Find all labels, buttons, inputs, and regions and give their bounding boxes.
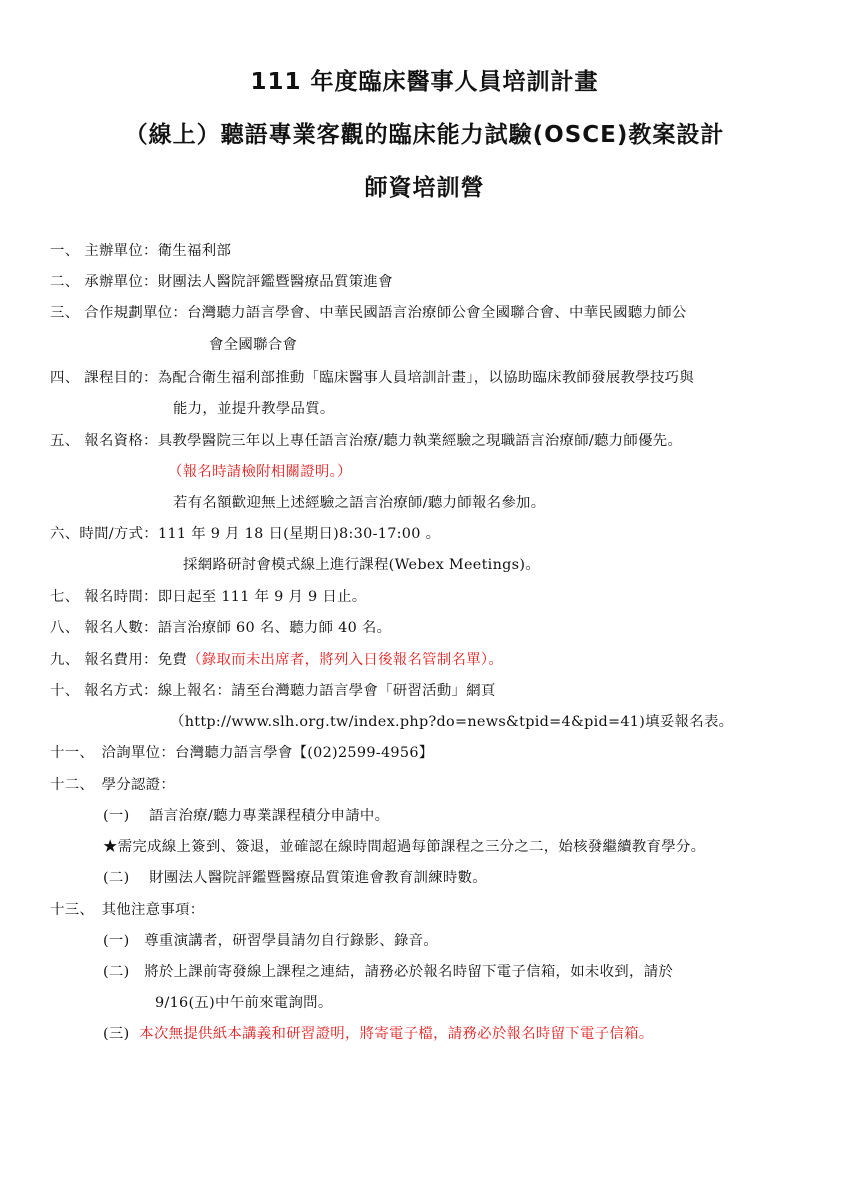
item-notes-3-label: (三): [103, 1026, 130, 1042]
item-fee: [50, 650, 503, 670]
item-time: 六、時間/方式：111 年 9 月 18 日(星期日)8:30-17:00 。: [50, 526, 441, 542]
item-time-mode: 採網路研討會模式線上進行課程(Webex Meetings)。: [183, 557, 540, 573]
item-credits-1: (一) 語言治療/聽力專業課程積分申請中。: [103, 808, 390, 824]
item-purpose-cont: 能力，並提升教學品質。: [173, 401, 335, 417]
item-eligibility-welcome: 若有名額歡迎無上述經驗之語言治療師/聽力師報名參加。: [173, 495, 546, 511]
item-credits-2: (二) 財團法人醫院評鑑暨醫療品質策進會教育訓練時數。: [103, 870, 487, 886]
item-notes: 十三、 其他注意事項：: [50, 902, 205, 918]
item-notes-1: (一) 尊重演講者，研習學員請勿自行錄影、錄音。: [103, 933, 439, 949]
item-credits: 十二、 學分認證：: [50, 777, 176, 793]
item-credits-note: ★需完成線上簽到、簽退，並確認在線時間超過每節課程之三分之二，始核發繼續教育學分。: [103, 839, 706, 855]
item-executor: 二、 承辦單位：財團法人醫院評鑑暨醫療品質策進會: [50, 274, 393, 290]
item-registration-period: 七、 報名時間：即日起至 111 年 9 月 9 日止。: [50, 589, 367, 605]
title-line-3: 師資培訓營: [364, 175, 485, 201]
title-line-2: （線上）聽語專業客觀的臨床能力試驗(OSCE)教案設計: [124, 122, 725, 148]
item-organizer: 一、 主辦單位：衛生福利部: [50, 243, 232, 259]
item-partners: 三、 合作規劃單位：台灣聽力語言學會、中華民國語言治療師公會全國聯合會、中華民國聽力師公: [50, 305, 687, 321]
item-partners-cont: 會全國聯合會: [209, 337, 298, 353]
item-purpose: 四、 課程目的：為配合衛生福利部推動「臨床醫事人員培訓計畫」，以協助臨床教師發展教學技巧與: [50, 370, 695, 386]
item-notes-3-warning: 本次無提供紙本講義和研習證明，將寄電子檔，請務必於報名時留下電子信箱。: [139, 1026, 654, 1042]
title-line-1: 111 年度臨床醫事人員培訓計畫: [250, 69, 599, 95]
item-capacity: 八、 報名人數：語言治療師 60 名、聽力師 40 名。: [50, 620, 392, 636]
item-eligibility-proof-note: （報名時請檢附相關證明。）: [168, 464, 352, 480]
item-fee-label: 九、 報名費用：免費: [50, 652, 188, 668]
item-fee-warning: （錄取而未出席者，將列入日後報名管制名單）。: [187, 652, 504, 668]
item-contact: 十一、 洽詢單位：台灣聽力語言學會【(02)2599-4956】: [50, 745, 434, 761]
registration-link[interactable]: （http://www.slh.org.tw/index.php?do=news&tpid=4&pid=41)填妥報名表。: [170, 714, 734, 730]
item-notes-3: [103, 1024, 653, 1044]
item-registration-method: 十、 報名方式：線上報名：請至台灣聽力語言學會「研習活動」網頁: [50, 683, 496, 699]
item-eligibility: 五、 報名資格：具教學醫院三年以上專任語言治療/聽力執業經驗之現職語言治療師/聽力師優先。: [50, 433, 683, 449]
item-notes-2-cont: 9/16(五)中午前來電詢問。: [155, 995, 333, 1011]
item-notes-2: (二) 將於上課前寄發線上課程之連結，請務必於報名時留下電子信箱，如未收到，請於: [103, 964, 674, 980]
